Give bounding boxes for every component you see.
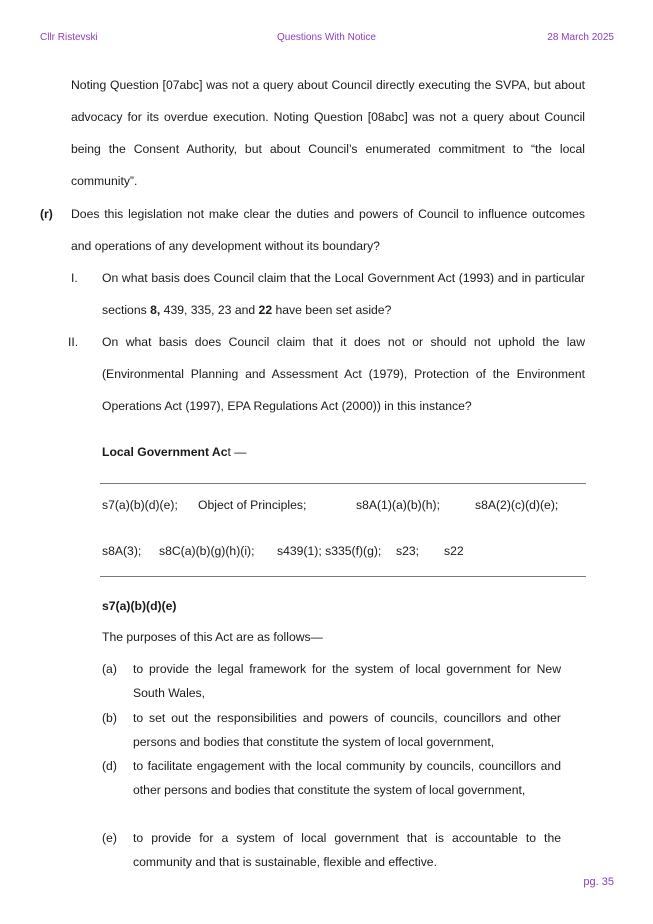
sub-i-text-post: have been set aside? bbox=[272, 303, 392, 317]
lga-heading bbox=[102, 436, 247, 468]
ref-s439-s335: s439(1); s335(f)(g); bbox=[277, 544, 382, 558]
ref-s8a1: s8A(1)(a)(b)(h); bbox=[356, 498, 440, 512]
header-author: Cllr Ristevski bbox=[40, 32, 98, 43]
ref-s8a2: s8A(2)(c)(d)(e); bbox=[475, 498, 559, 512]
intro-paragraph: Noting Question [07abc] was not a query about Council directly executing the SVPA, but about advocacy for its overdue execution. Noting Question [08abc] was not a query about Council being the Consent Authority, but about Council’s enumerated commitment to “the local community”. bbox=[71, 78, 585, 188]
ref-object-of-principles: Object of Principles; bbox=[198, 498, 307, 512]
header-title: Questions With Notice bbox=[277, 32, 376, 43]
purpose-b-letter: (b) bbox=[102, 711, 117, 725]
purpose-d-text: to facilitate engagement with the local community by councils, councillors and other persons and bodies that constitute the system of local government, bbox=[133, 759, 561, 797]
lga-heading-rest: t — bbox=[227, 445, 247, 459]
sub-question-i-text bbox=[102, 262, 585, 326]
ref-s8c: s8C(a)(b)(g)(h)(i); bbox=[159, 544, 255, 558]
sub-question-i-label: I. bbox=[71, 271, 78, 285]
question-r-label: (r) bbox=[40, 207, 53, 221]
purpose-b-text: to set out the responsibilities and powers of councils, councillors and other persons and bodies that constitute the system of local government, bbox=[133, 711, 561, 749]
ref-s22: s22 bbox=[444, 544, 464, 558]
ref-s7: s7(a)(b)(d)(e); bbox=[102, 498, 178, 512]
s7-heading: s7(a)(b)(d)(e) bbox=[102, 599, 177, 613]
purpose-e-letter: (e) bbox=[102, 831, 117, 845]
lga-heading-bold: Local Government Ac bbox=[102, 445, 228, 459]
purpose-d-letter: (d) bbox=[102, 759, 117, 773]
sub-i-bold-section-22: 22 bbox=[258, 303, 273, 317]
refs-bottom-rule bbox=[100, 576, 586, 577]
sub-i-bold-section-8: 8, bbox=[150, 303, 161, 317]
question-r-text: Does this legislation not make clear the duties and powers of Council to influence outcomes and operations of any development without its boundary? bbox=[71, 207, 585, 253]
header-date: 28 March 2025 bbox=[547, 32, 614, 43]
sub-question-ii-text: On what basis does Council claim that it does not or should not uphold the law (Environmental Planning and Assessment Act (1979), Protection of the Environment Operations Act (1997), EPA Regulations Act (2000)) in this instance? bbox=[102, 335, 585, 413]
sub-i-text-pre: On what basis does Council claim that the Local Government Act (1993) and in particular sections bbox=[102, 271, 585, 317]
purpose-a-letter: (a) bbox=[102, 662, 117, 676]
page-number: pg. 35 bbox=[583, 876, 614, 888]
sub-question-ii-label: II. bbox=[68, 335, 79, 349]
refs-top-rule bbox=[100, 483, 586, 484]
purpose-a-text: to provide the legal framework for the system of local government for New South Wales, bbox=[133, 662, 561, 700]
purpose-e-text: to provide for a system of local government that is accountable to the community and that is sustainable, flexible and effective. bbox=[133, 831, 561, 869]
purposes-intro: The purposes of this Act are as follows— bbox=[102, 630, 323, 644]
sub-i-text-mid: 439, 335, 23 and bbox=[160, 303, 259, 317]
ref-s8a3: s8A(3); bbox=[102, 544, 142, 558]
ref-s23: s23; bbox=[396, 544, 420, 558]
